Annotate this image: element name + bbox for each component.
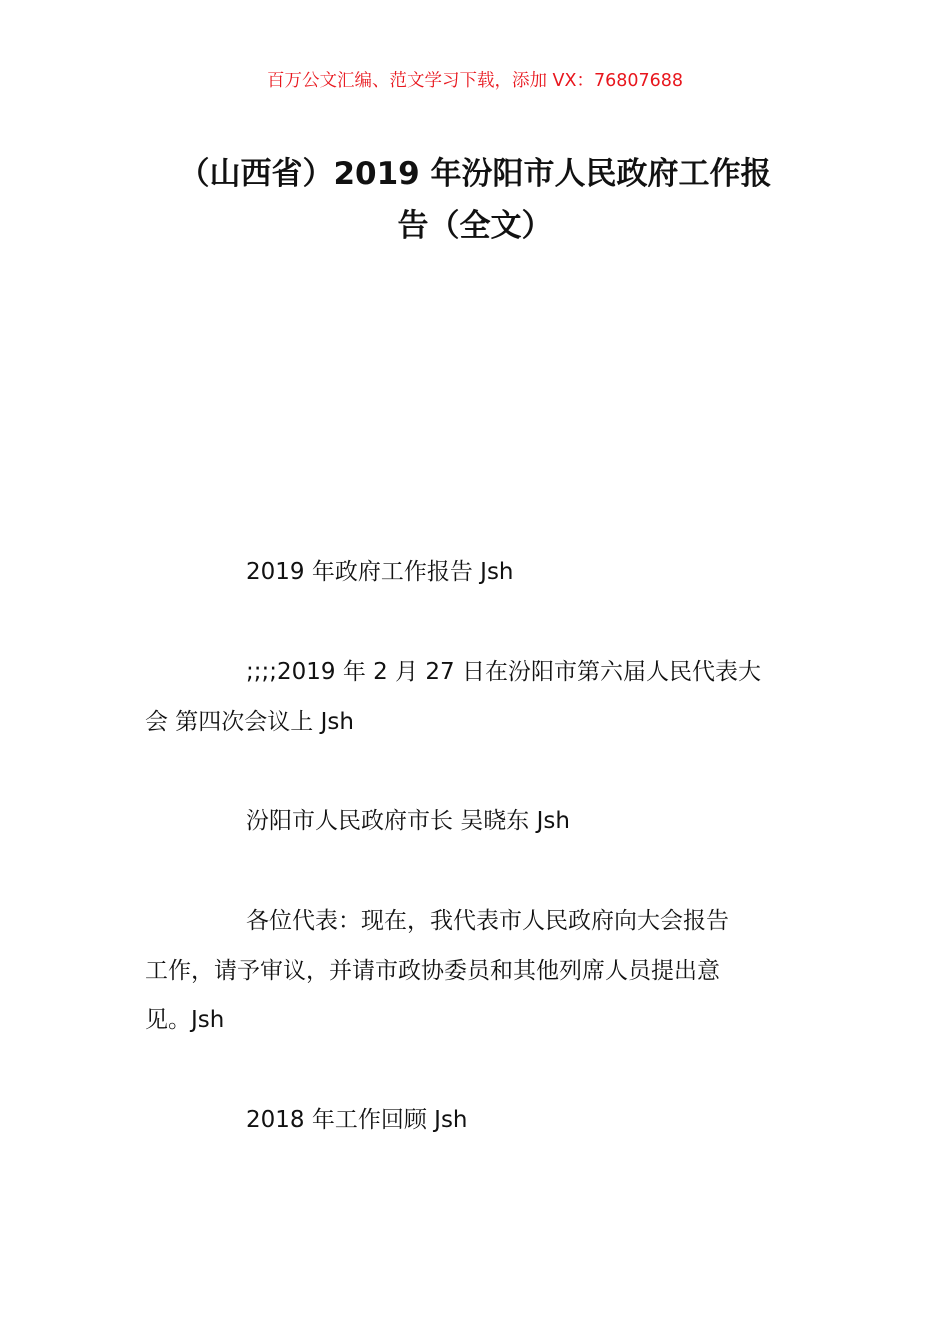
paragraph-text-line-1: 各位代表：现在，我代表市人民政府向大会报告	[246, 908, 729, 934]
paragraph-opening-address	[145, 897, 810, 1046]
paragraph-report-heading	[145, 548, 810, 598]
paragraph-text-line-3: 见。Jsh	[145, 1007, 225, 1033]
paragraph-text-line-2: 会 第四次会议上 Jsh	[145, 708, 354, 735]
document-title	[140, 148, 810, 252]
paragraph-text-line-1: ;;;;2019 年 2 月 27 日在汾阳市第六届人民代表大	[246, 659, 761, 685]
paragraph-meeting-date	[145, 648, 810, 747]
paragraph-text: 汾阳市人民政府市长 吴晓东 Jsh	[246, 808, 570, 834]
paragraph-speaker	[145, 797, 810, 847]
paragraph-text: 2019 年政府工作报告 Jsh	[246, 559, 514, 585]
paragraph-text-line-2: 工作，请予审议，并请市政协委员和其他列席人员提出意	[145, 957, 720, 984]
paragraph-section-heading-2018-review	[145, 1096, 810, 1146]
paragraph-text: 2018 年工作回顾 Jsh	[246, 1107, 468, 1133]
header-watermark-note: 百万公文汇编、范文学习下载，添加 VX：76807688	[266, 71, 684, 91]
document-title-line-2: 告（全文）	[397, 208, 553, 244]
document-title-line-1: （山西省）2019 年汾阳市人民政府工作报	[178, 156, 772, 192]
